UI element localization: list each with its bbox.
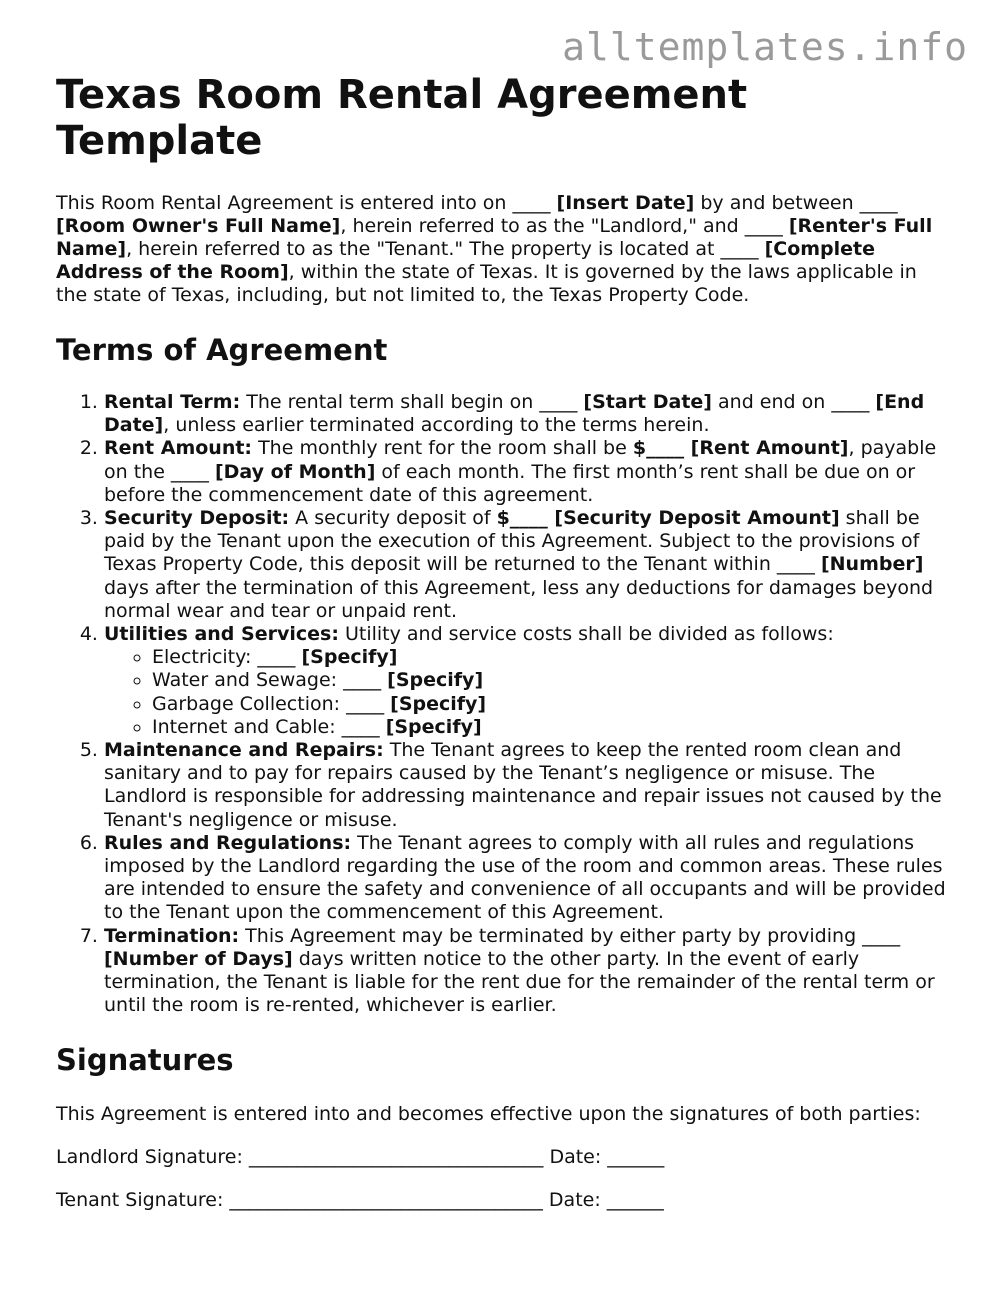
utility-electricity: ◦ Electricity: ____ [Specify] (152, 646, 948, 669)
term-maintenance: 5. Maintenance and Repairs: The Tenant agrees to keep the rented room clean and sanitary and to pay for repairs caused by the Tenant’s negligence or misuse. The Landlord is responsible for addressing maintenance and repair issues not caused by the Tenant's negligence or misuse. (104, 739, 948, 832)
terms-list (56, 391, 948, 1017)
term-rental-term: 1. Rental Term: The rental term shall begin on ____ [Start Date] and end on ____ [End Date], unless earlier terminated according to the terms herein. (104, 391, 948, 437)
signatures-heading: Signatures (56, 1043, 234, 1078)
utility-garbage: ◦ Garbage Collection: ____ [Specify] (152, 693, 948, 716)
watermark: alltemplates.info (562, 25, 968, 69)
page-title: Texas Room Rental Agreement Template (56, 72, 748, 164)
term-rules: 6. Rules and Regulations: The Tenant agrees to comply with all rules and regulations imposed by the Landlord regarding the use of the room and common areas. These rules are intended to ensure the safety and convenience of all occupants and will be provided to the Tenant upon the commencement of this Agreement. (104, 832, 948, 925)
term-rent-amount: 2. Rent Amount: The monthly rent for the room shall be $____ [Rent Amount], payable on the ____ [Day of Month] of each month. The first month’s rent shall be due on or before the commencement date of this agreement. (104, 437, 948, 507)
term-termination: 7. Termination: This Agreement may be terminated by either party by providing ____ [Number of Days] days written notice to the other party. In the event of early termination, the Tenant is liable for the rent due for the remainder of the rental term or until the room is re-rented, whichever is earlier. (104, 925, 948, 1018)
intro-paragraph: This Room Rental Agreement is entered into on ____ [Insert Date] by and between ____ [Room Owner's Full Name], herein referred to as the "Landlord," and ____ [Renter's Full Name], herein referred to as the "Tenant." The property is located at ____ [Complete Address of the Room], within the state of Texas. It is governed by the laws applicable in the state of Texas, including, but not limited to, the Texas Property Code. (56, 192, 933, 306)
signatures-intro: This Agreement is entered into and becomes effective upon the signatures of both parties: (56, 1103, 921, 1126)
term-utilities: 4. Utilities and Services: Utility and service costs shall be divided as follows: ◦ Electricity: ____ [Specify] ◦ Water and Sewage: ____ [Specify] ◦ Garbage Collection: ____ [Specify] ◦ Internet and Cable: ____ [Specify] (104, 623, 948, 739)
term-security-deposit: 3. Security Deposit: A security deposit of $____ [Security Deposit Amount] shall be paid by the Tenant upon the execution of this Agreement. Subject to the provisions of Texas Property Code, this deposit will be returned to the Tenant within ____ [Number] days after the termination of this Agreement, less any deductions for damages beyond normal wear and tear or unpaid rent. (104, 507, 948, 623)
utility-water-sewage: ◦ Water and Sewage: ____ [Specify] (152, 669, 948, 692)
utilities-list (104, 646, 948, 739)
document-body (56, 72, 948, 1212)
terms-heading: Terms of Agreement (56, 333, 388, 367)
landlord-signature-line: Landlord Signature: _______________________________ Date: ______ (56, 1146, 665, 1169)
tenant-signature-line: Tenant Signature: _________________________________ Date: ______ (56, 1189, 664, 1212)
utility-internet-cable: ◦ Internet and Cable: ____ [Specify] (152, 716, 948, 739)
